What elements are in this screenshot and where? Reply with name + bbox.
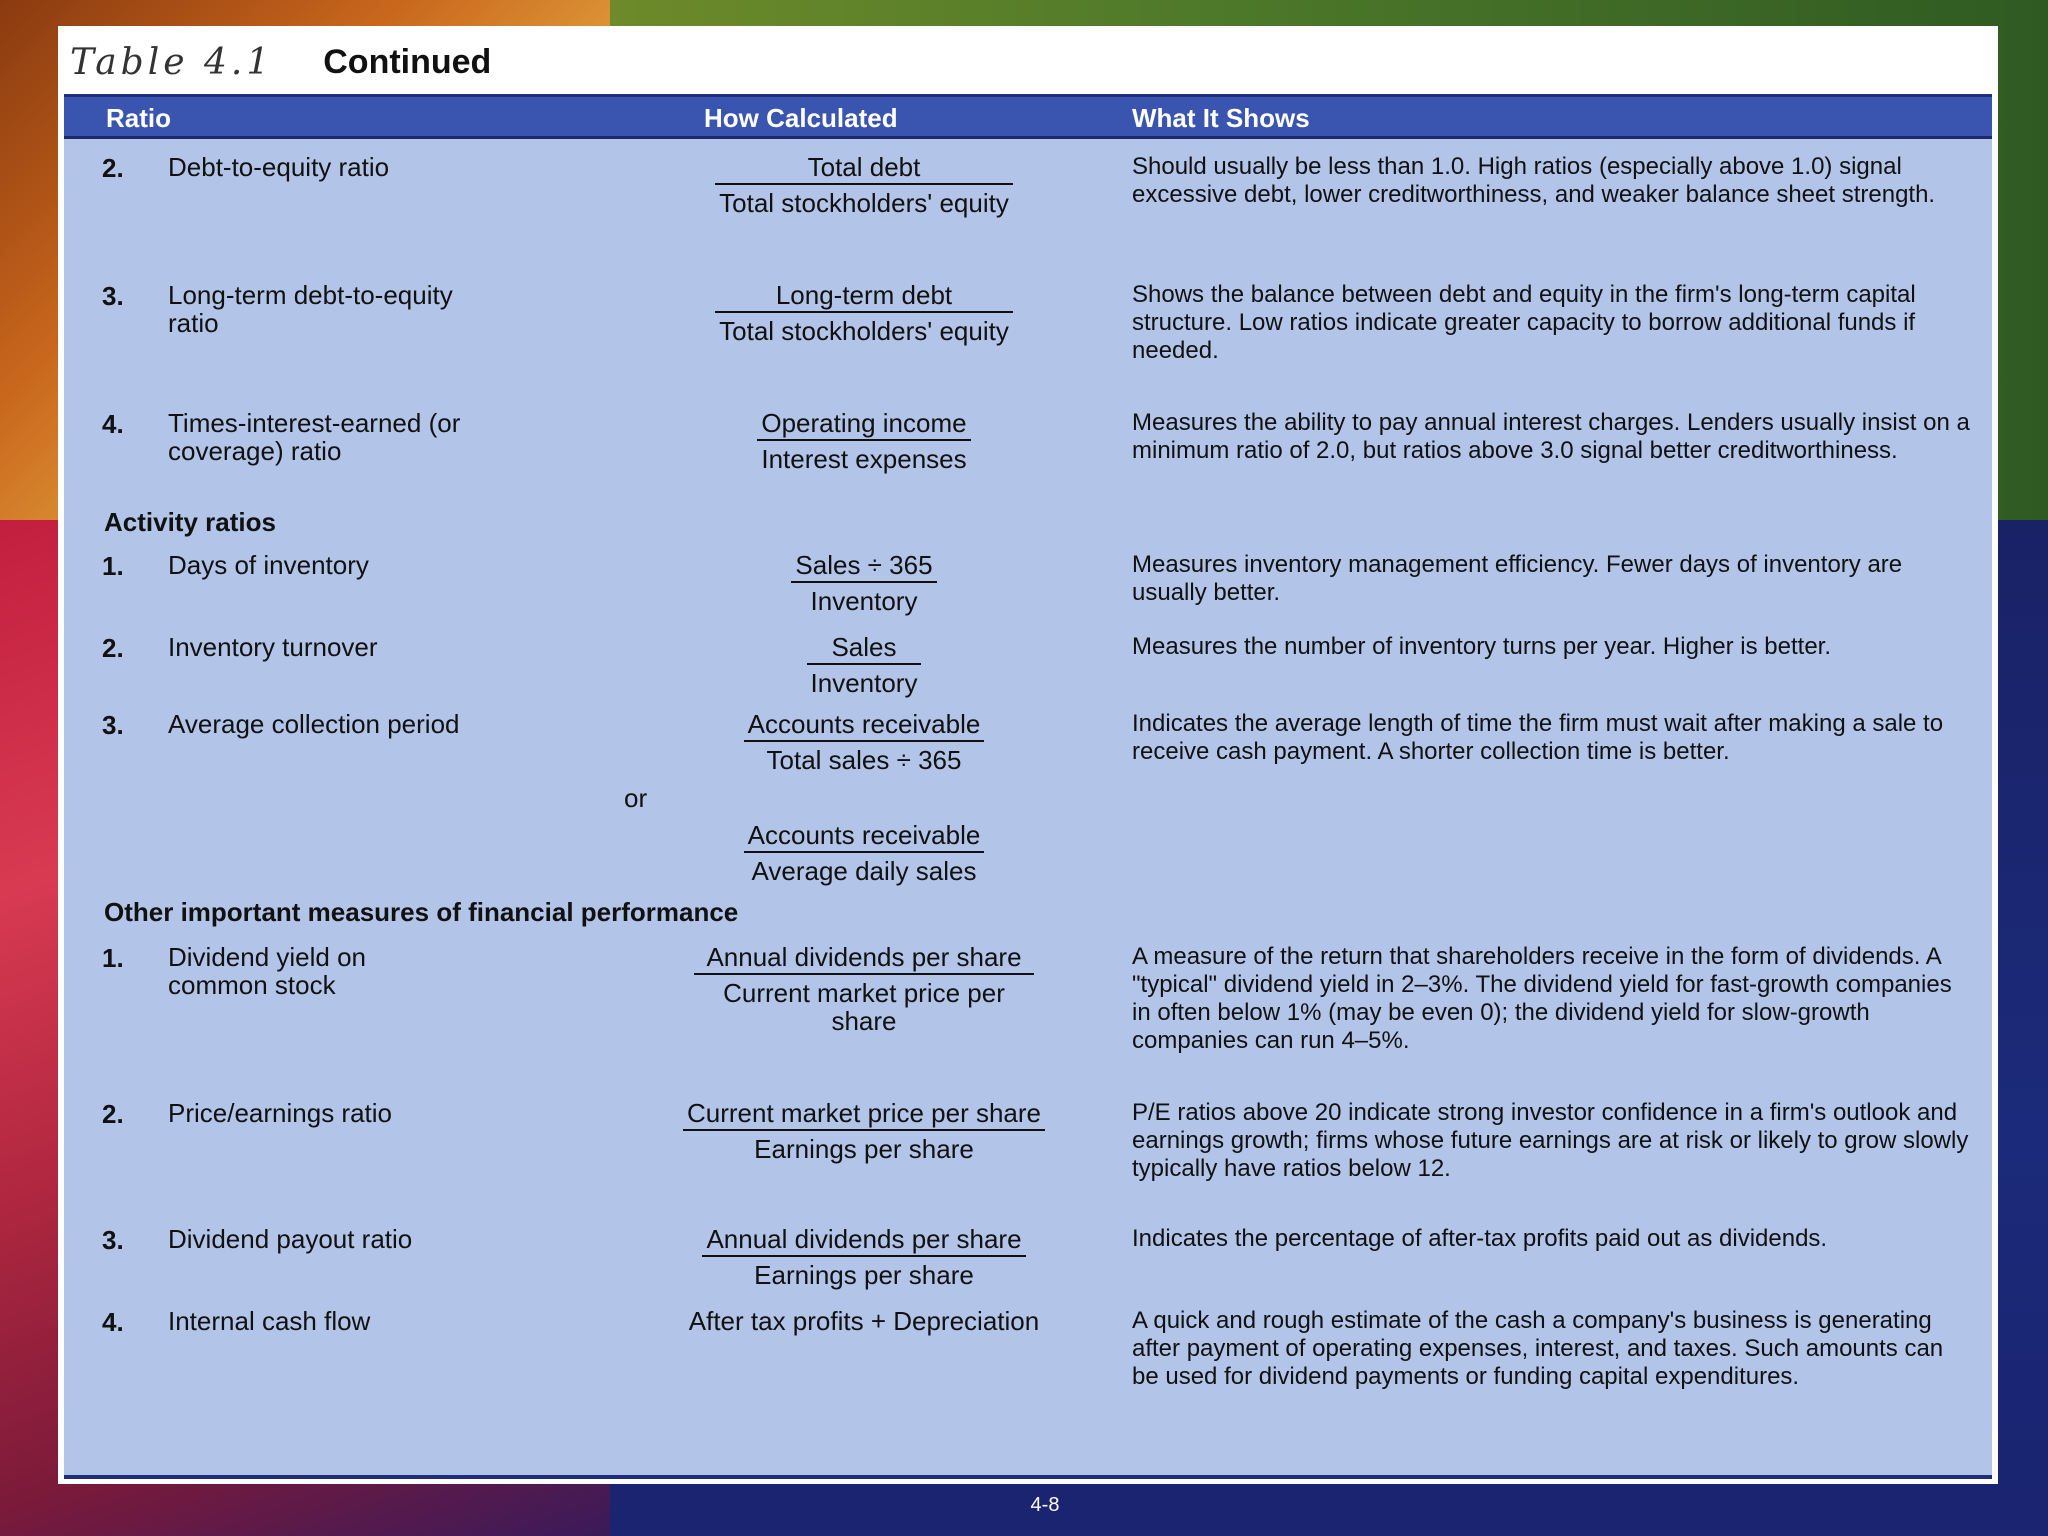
row-number: 1.: [102, 943, 124, 973]
ratio-explanation: A quick and rough estimate of the cash a company's business is generating after payment of operating expenses, interest, and taxes. Such amounts can be used for dividend payments or funding capital expenditures.: [1132, 1307, 1944, 1390]
ratio-name: Days of inventory: [168, 550, 369, 580]
row-number: 3.: [102, 281, 124, 311]
ratio-name: Price/earnings ratio: [168, 1098, 392, 1128]
formula: [584, 551, 1144, 615]
slide-panel: [58, 26, 1998, 1484]
formula-numerator: Sales: [807, 633, 922, 665]
formula-denominator: Total stockholders' equity: [719, 188, 1009, 218]
header-what-it-shows: What It Shows: [1132, 103, 1310, 133]
formula-denominator: Average daily sales: [751, 856, 977, 886]
ratio-name: Inventory turnover: [168, 632, 378, 662]
row-number: 3.: [102, 1225, 124, 1255]
formula-denominator: Inventory: [810, 586, 918, 616]
ratio-name: Dividend yield on common stock: [168, 942, 367, 1000]
formula: [584, 633, 1144, 697]
formula: [584, 1225, 1144, 1289]
formula-numerator: Operating income: [757, 409, 970, 441]
ratio-name: Long-term debt-to-equity ratio: [168, 280, 453, 338]
formula-denominator: Total sales ÷ 365: [766, 745, 962, 775]
formula: [584, 1099, 1144, 1163]
row-number: 4.: [102, 1307, 124, 1337]
header-how-calculated: How Calculated: [704, 103, 898, 133]
ratio-name: Debt-to-equity ratio: [168, 152, 390, 182]
row-number: 3.: [102, 710, 124, 740]
header-ratio: Ratio: [106, 103, 171, 133]
formula-numerator: Long-term debt: [715, 281, 1013, 313]
formula-denominator: Earnings per share: [754, 1260, 974, 1290]
formula-text: After tax profits + Depreciation: [688, 1306, 1040, 1336]
ratio-table: [64, 94, 1992, 1479]
ratio-explanation: P/E ratios above 20 indicate strong investor confidence in a firm's outlook and earnings growth; firms whose future earnings are at risk or likely to grow slowly typically have ratios below 12.: [1132, 1099, 1969, 1182]
formula: [584, 943, 1144, 1035]
ratio-name: Times-interest-earned (or coverage) ratio: [168, 408, 461, 466]
formula-or: or: [624, 783, 648, 813]
ratio-explanation: Indicates the average length of time the firm must wait after making a sale to receive cash payment. A shorter collection time is better.: [1132, 710, 1944, 765]
section-heading-other: Other important measures of financial performance: [104, 897, 739, 927]
table-header: [64, 97, 1992, 139]
ratio-name: Internal cash flow: [168, 1306, 371, 1336]
formula: [584, 153, 1144, 217]
formula-denominator: Interest expenses: [761, 444, 967, 474]
row-number: 2.: [102, 153, 124, 183]
ratio-explanation: Should usually be less than 1.0. High ratios (especially above 1.0) signal excessive debt, lower creditworthiness, and weaker balance sheet strength.: [1132, 153, 1936, 208]
formula-denominator: Current market price per share: [723, 978, 1005, 1036]
ratio-explanation: Indicates the percentage of after-tax profits paid out as dividends.: [1132, 1225, 1828, 1252]
page-number: 4-8: [1030, 1494, 1060, 1516]
formula-numerator: Annual dividends per share: [694, 943, 1034, 975]
formula-numerator: Sales ÷ 365: [791, 551, 936, 583]
row-number: 4.: [102, 409, 124, 439]
table-number: Table 4.1: [70, 41, 274, 83]
table-title: Continued: [323, 42, 492, 81]
formula-alternate: [584, 821, 1144, 885]
formula: [584, 409, 1144, 473]
ratio-explanation: Shows the balance between debt and equity in the firm's long-term capital structure. Low ratios indicate greater capacity to borrow additional funds if needed.: [1132, 281, 1916, 364]
ratio-explanation: Measures the ability to pay annual interest charges. Lenders usually insist on a minimum ratio of 2.0, but ratios above 3.0 signal better creditworthiness.: [1132, 409, 1970, 464]
formula-denominator: Inventory: [810, 668, 918, 698]
formula-numerator: Total debt: [715, 153, 1013, 185]
formula-numerator: Accounts receivable: [744, 710, 985, 742]
formula-denominator: Earnings per share: [754, 1134, 974, 1164]
formula-denominator: Total stockholders' equity: [719, 316, 1009, 346]
ratio-explanation: Measures inventory management efficiency. Fewer days of inventory are usually better.: [1132, 551, 1903, 606]
row-number: 2.: [102, 1099, 124, 1129]
row-number: 2.: [102, 633, 124, 663]
ratio-explanation: Measures the number of inventory turns per year. Higher is better.: [1132, 633, 1832, 660]
formula: [584, 710, 1144, 774]
formula-numerator: Annual dividends per share: [702, 1225, 1025, 1257]
formula: [584, 281, 1144, 345]
row-number: 1.: [102, 551, 124, 581]
ratio-name: Dividend payout ratio: [168, 1224, 413, 1254]
formula-numerator: Accounts receivable: [744, 821, 985, 853]
section-heading-activity: Activity ratios: [104, 507, 276, 537]
formula: [584, 1307, 1144, 1335]
ratio-explanation: A measure of the return that shareholders receive in the form of dividends. A "typical" dividend yield in 2–3%. The dividend yield for fast-growth companies in often below 1% (may be even 0); the dividend yield for slow-growth companies can run 4–5%.: [1132, 943, 1952, 1054]
formula-numerator: Current market price per share: [683, 1099, 1045, 1131]
table-caption: [70, 32, 491, 92]
ratio-name: Average collection period: [168, 709, 460, 739]
